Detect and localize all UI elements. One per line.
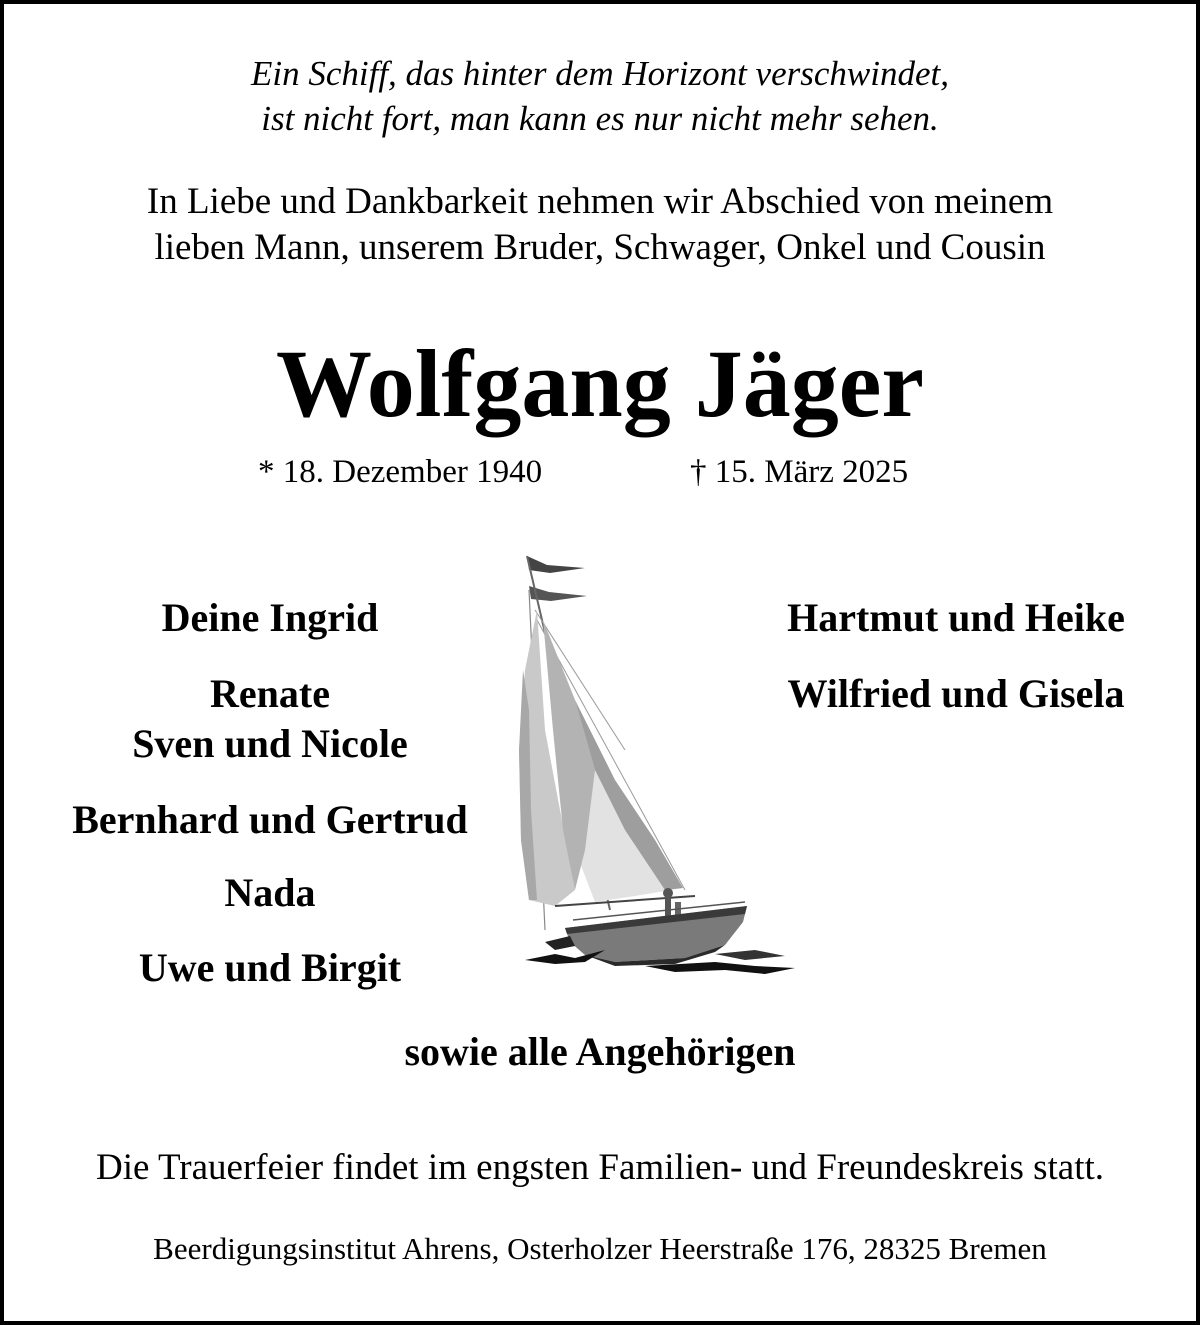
birth-date: * 18. Dezember 1940 (258, 454, 543, 490)
motto-line-2: ist nicht fort, man kann es nur nicht mehr sehen. (261, 99, 939, 138)
mourner-left-4: Bernhard und Gertrud (72, 797, 468, 842)
deceased-name: Wolfgang Jäger (276, 330, 924, 437)
mourner-right-1: Hartmut und Heike (787, 595, 1125, 640)
death-date: † 15. März 2025 (690, 454, 909, 490)
mourner-left-6: Uwe und Birgit (138, 945, 402, 990)
undertaker-info: Beerdigungsinstitut Ahrens, Osterholzer Heerstraße 176, 28325 Bremen (153, 1231, 1047, 1266)
mourner-left-2: Renate (210, 671, 330, 716)
ceremony-notice: Die Trauerfeier findet im engsten Familien- und Freundeskreis statt. (95, 1147, 1105, 1188)
intro-line-2: lieben Mann, unserem Bruder, Schwager, Onkel und Cousin (154, 227, 1046, 268)
mourner-right-2: Wilfried und Gisela (787, 671, 1125, 716)
sailboat-icon (515, 550, 815, 990)
closing-line: sowie alle Angehörigen (404, 1029, 796, 1074)
mourner-left-1: Deine Ingrid (161, 595, 379, 640)
intro-line-1: In Liebe und Dankbarkeit nehmen wir Abschied von meinem (146, 181, 1054, 222)
mourner-left-5: Nada (224, 870, 316, 915)
motto-line-1: Ein Schiff, das hinter dem Horizont verschwindet, (251, 54, 949, 93)
mourner-left-3: Sven und Nicole (132, 721, 408, 766)
